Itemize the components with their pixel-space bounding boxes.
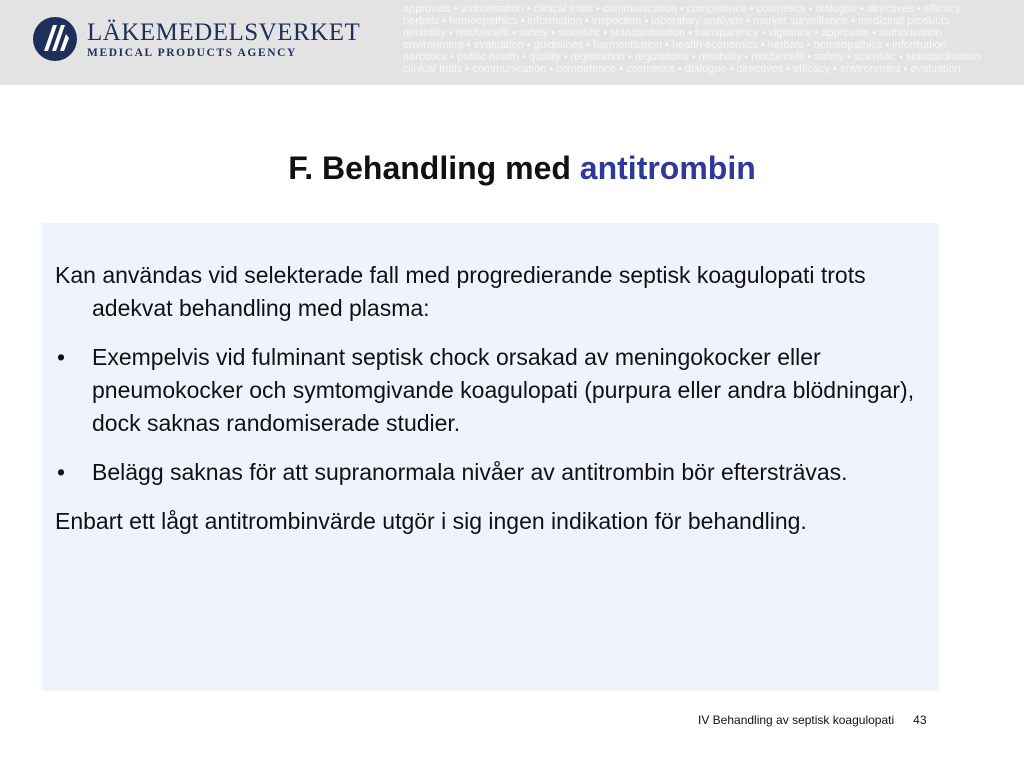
watermark-line: approvals • authorisation • clinical trials • communication • competence • cosmetics • dialogue • directives • efficacy [403,3,961,15]
slide-title [0,150,1024,187]
slide-title-prefix: F. Behandling med [288,150,580,186]
logo-subtitle: MEDICAL PRODUCTS AGENCY [87,46,297,59]
watermark-line: narcotics • public health • quality • registration • regulations • reliability • risk/benefit • safety • scientific • standardisation [403,51,981,63]
bullet-item [55,341,925,440]
page-number: 43 [913,713,927,727]
watermark-line: clinical trials • communication • competence • cosmetics • dialogue • directives • efficacy • environment • evaluation [403,63,961,75]
footer [698,713,927,727]
watermark-line: environment • evaluation • guidelines • harmonisation • health economics • herbals • homeopathics • information [403,39,947,51]
header-band [0,0,1024,85]
content-box [42,223,939,691]
agency-logo-icon [32,16,78,62]
intro-paragraph: Kan användas vid selekterade fall med progredierande septisk koagulopati trots adekvat behandling med plasma: [55,262,866,321]
watermark-text [403,3,1024,83]
watermark-line: herbals • homeopathics • information • inspection • laboratory analysis • market surveillance • medicinal products [403,15,950,27]
bullet-text: Belägg saknas för att supranormala nivåer av antitrombin bör eftersträvas. [92,459,848,485]
slide-title-accent: antitrombin [579,150,756,186]
footer-section: IV Behandling av septisk koagulopati [698,713,895,727]
closing-paragraph: Enbart ett lågt antitrombinvärde utgör i sig ingen indikation för behandling. [55,508,807,534]
bullet-item [55,456,925,489]
watermark-line: reliability • risk/benefit • safety • scientific • standardisation • transparency • vigilance • approvals • authorisation [403,27,942,39]
bullet-symbol: • [57,459,66,485]
logo-title: LÄKEMEDELSVERKET [87,18,361,46]
bullet-symbol: • [57,344,66,370]
logo [32,16,360,62]
bullet-text: Exempelvis vid fulminant septisk chock orsakad av meningokocker eller pneumokocker och symtomgivande koagulopati (purpura eller andra blödningar), dock saknas randomiserade studier. [92,344,915,436]
